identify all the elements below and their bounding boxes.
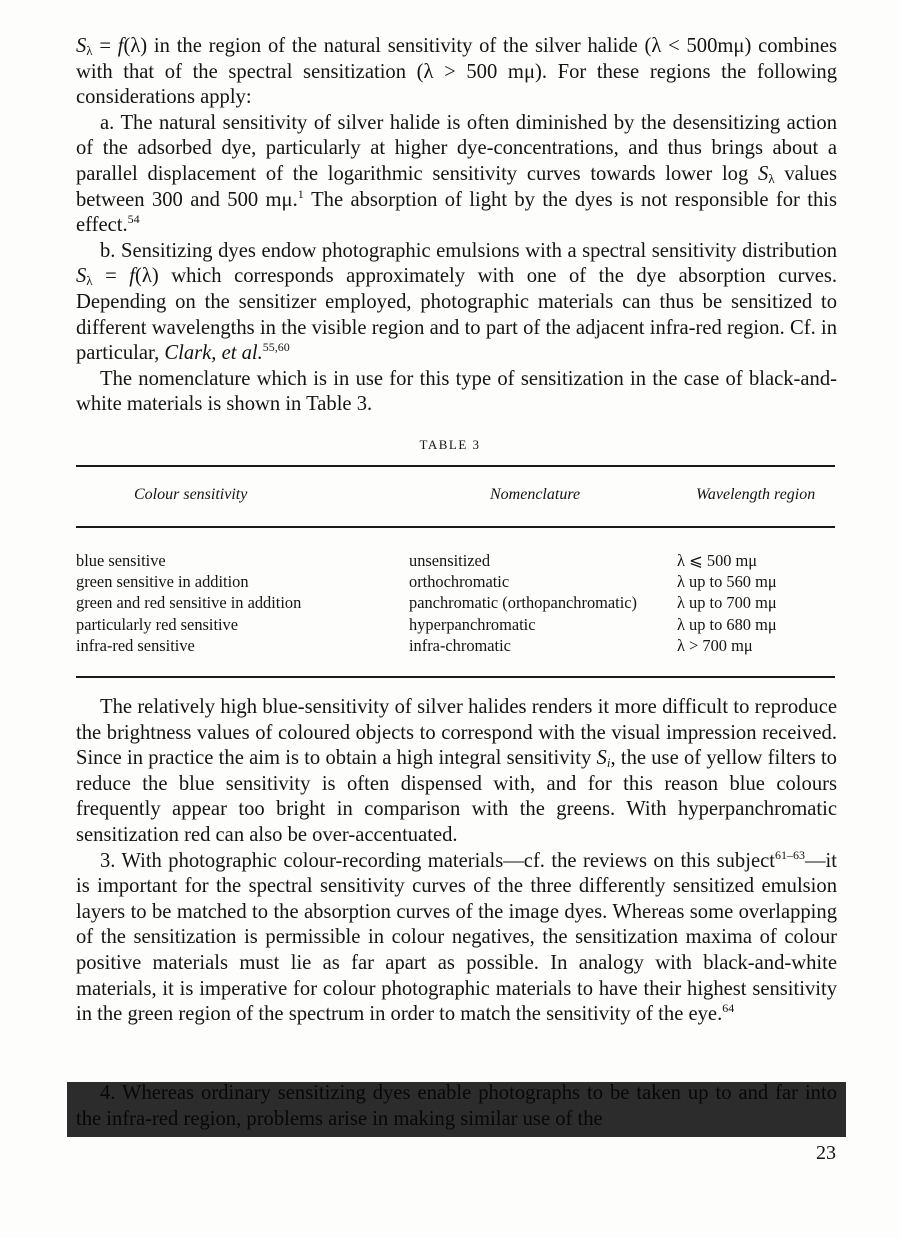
text-run: —it is important for the spectral sensitivity curves of the three differently sensitized emulsion layers to be matched to the absorption curves of the image dyes. Whereas some overlapping of the sensitization is permissible in colour negatives, the sensitization maxima of colour positive materials must lie as far apart as possible. In analogy with black-and-white materials, it is imperative for colour photographic materials to have their highest sensitivity in the green region of the spectrum in order to match the sensitivity of the eye.: [76, 849, 837, 1026]
paragraph-a: [76, 111, 837, 239]
header-colour-sensitivity: Colour sensitivity: [134, 486, 248, 503]
text-run: f: [129, 265, 136, 288]
cell-colour-sensitivity: blue sensitive: [76, 551, 166, 570]
text-run: values between 300 and 500 mμ.: [76, 162, 837, 211]
text-run: , the use of yellow filters to reduce the blue sensitivity is often dispensed with, and for this reason blue colours frequently appear too bright in comparison with the greens. With hyperpanchromatic sensitization red can also be over-accentuated.: [76, 747, 837, 846]
cell-colour-sensitivity: particularly red sensitive: [76, 614, 239, 634]
footnote-ref: 55,60: [262, 340, 290, 355]
table-rule-bottom: [76, 676, 835, 678]
table-body: [76, 550, 835, 656]
body-text-top: [76, 34, 837, 418]
text-run: b. Sensitizing dyes endow photographic emulsions with a spectral sensitivity distribution: [100, 239, 837, 262]
cell-wavelength: λ up to 680 mμ: [677, 614, 777, 634]
footnote-ref: 61–63: [774, 847, 805, 862]
cell-nomenclature: panchromatic (orthopanchromatic): [409, 593, 638, 613]
text-run: (λ) in the region of the natural sensitivity of the silver halide (λ < 500mμ) combines with that of the spectral sensitization (λ > 500 mμ). For these regions the following considerations apply:: [76, 35, 837, 109]
cell-nomenclature: orthochromatic: [409, 572, 510, 592]
cell-wavelength: λ ⩽ 500 mμ: [677, 551, 758, 570]
page-number: 23: [816, 1142, 836, 1164]
body-text-bottom: [76, 695, 837, 1028]
table-row: [76, 550, 835, 571]
text-run: The absorption of light by the dyes is not responsible for this effect.: [76, 188, 837, 237]
text-run: Clark, et al.: [164, 342, 263, 365]
cell-wavelength: λ up to 700 mμ: [677, 593, 777, 613]
footnote-ref: 64: [722, 1001, 735, 1016]
cell-nomenclature: hyperpanchromatic: [409, 614, 536, 634]
subscript: λ: [86, 273, 93, 289]
header-nomenclature: Nomenclature: [490, 486, 581, 503]
paragraph-4: 4. Whereas ordinary sensitizing dyes enable photographs to be taken up to and far into the infra-red region, problems arise in making similar use of the: [76, 1082, 837, 1130]
table-rule-top: [76, 465, 835, 467]
cell-wavelength: λ up to 560 mμ: [677, 572, 777, 592]
table-row: [76, 592, 835, 613]
text-run: The relatively high blue-sensitivity of silver halides renders it more difficult to reproduce the brightness values of coloured objects to correspond with the visual impression received. Since in practice the aim is to obtain a high integral sensitivity: [76, 696, 837, 770]
cell-colour-sensitivity: green and red sensitive in addition: [76, 593, 302, 613]
paragraph-intro: [76, 34, 837, 111]
table-row: [76, 571, 835, 592]
text-run: f: [117, 35, 124, 57]
text-run: S: [758, 162, 769, 185]
text-run: a. The natural sensitivity of silver halide is often diminished by the desensitizing action of the adsorbed dye, particularly at higher dye-concentrations, and thus brings about a parallel displacement of the logarithmic sensitivity curves towards lower log: [76, 111, 837, 185]
header-wavelength-region: Wavelength region: [696, 486, 816, 503]
text-run: S: [596, 747, 607, 770]
cell-wavelength: λ > 700 mμ: [677, 635, 753, 655]
highlighted-paragraph[interactable]: [76, 1081, 837, 1132]
footnote-ref: 54: [127, 212, 140, 227]
text-run: S: [76, 265, 87, 288]
text-run: S: [76, 35, 87, 57]
paragraph-b: [76, 239, 837, 367]
table-rule-mid: [76, 526, 835, 528]
paragraph-3: [76, 849, 837, 1028]
text-run: =: [92, 35, 118, 57]
text-run: The nomenclature which is in use for this type of sensitization in the case of black-and-white materials is shown in Table 3.: [76, 367, 837, 416]
table-caption: TABLE 3: [419, 437, 481, 452]
paragraph-blue: [76, 695, 837, 849]
table-row: [76, 635, 835, 656]
subscript: λ: [768, 170, 775, 186]
text-run: (λ) which corresponds approximately with one of the dye absorption curves. Depending on the sensitizer employed, photographic materials can thus be sensitized to different wavelengths in the visible region and to part of the adjacent infra-red region. Cf. in particular,: [76, 265, 837, 365]
subscript: i: [606, 755, 611, 771]
subscript: λ: [86, 43, 93, 58]
paragraph-nomenclature: [76, 367, 837, 418]
text-run: =: [92, 265, 130, 288]
table-row: [76, 614, 835, 635]
cell-nomenclature: unsensitized: [409, 551, 491, 570]
footnote-ref: 1: [297, 186, 304, 201]
cell-colour-sensitivity: green sensitive in addition: [76, 572, 249, 592]
cell-nomenclature: infra-chromatic: [409, 635, 511, 655]
cell-colour-sensitivity: infra-red sensitive: [76, 635, 195, 655]
text-run: 3. With photographic colour-recording materials—cf. the reviews on this subject: [100, 849, 775, 872]
